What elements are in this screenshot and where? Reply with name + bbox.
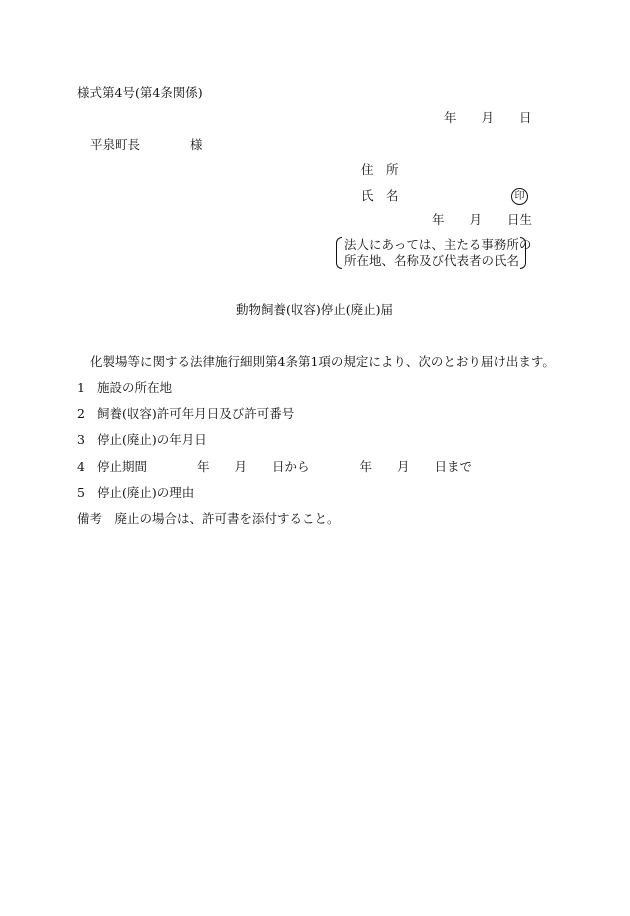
- document-title: 動物飼養(収容)停止(廃止)届: [236, 302, 394, 317]
- left-bracket: [336, 237, 342, 269]
- item-1-text: 施設の所在地: [97, 380, 173, 395]
- corporate-note-line-1: 法人にあっては、主たる事務所の: [344, 237, 532, 252]
- item-3-text: 停止(廃止)の年月日: [97, 432, 207, 447]
- item-2-text: 飼養(収容)許可年月日及び許可番号: [97, 406, 295, 421]
- intro-text: 化製場等に関する法律施行細則第4条第1項の規定により、次のとおり届け出ます。: [90, 354, 555, 369]
- corporate-note: [336, 237, 532, 269]
- corporate-note-line-2: 所在地、名称及び代表者の氏名: [344, 253, 520, 268]
- item-1-number: 1: [77, 380, 85, 395]
- form-number: 様式第4号(第4条関係): [77, 85, 203, 100]
- item-2-number: 2: [77, 406, 85, 421]
- birth-date-line: 年 月 日生: [432, 212, 533, 227]
- date-line: 年 月 日: [444, 110, 532, 125]
- seal-icon: 印: [511, 188, 528, 205]
- item-3-number: 3: [77, 432, 85, 447]
- item-4-text: 停止期間 年 月 日から 年 月 日まで: [97, 459, 473, 474]
- addressee: 平泉町長 様: [90, 137, 203, 152]
- remarks: 備考 廃止の場合は、許可書を添付すること。: [77, 511, 340, 526]
- item-4-number: 4: [77, 459, 85, 474]
- address-label: 住 所: [361, 162, 399, 177]
- item-5-text: 停止(廃止)の理由: [97, 485, 195, 500]
- item-5-number: 5: [77, 485, 85, 500]
- name-label: 氏 名: [361, 188, 399, 203]
